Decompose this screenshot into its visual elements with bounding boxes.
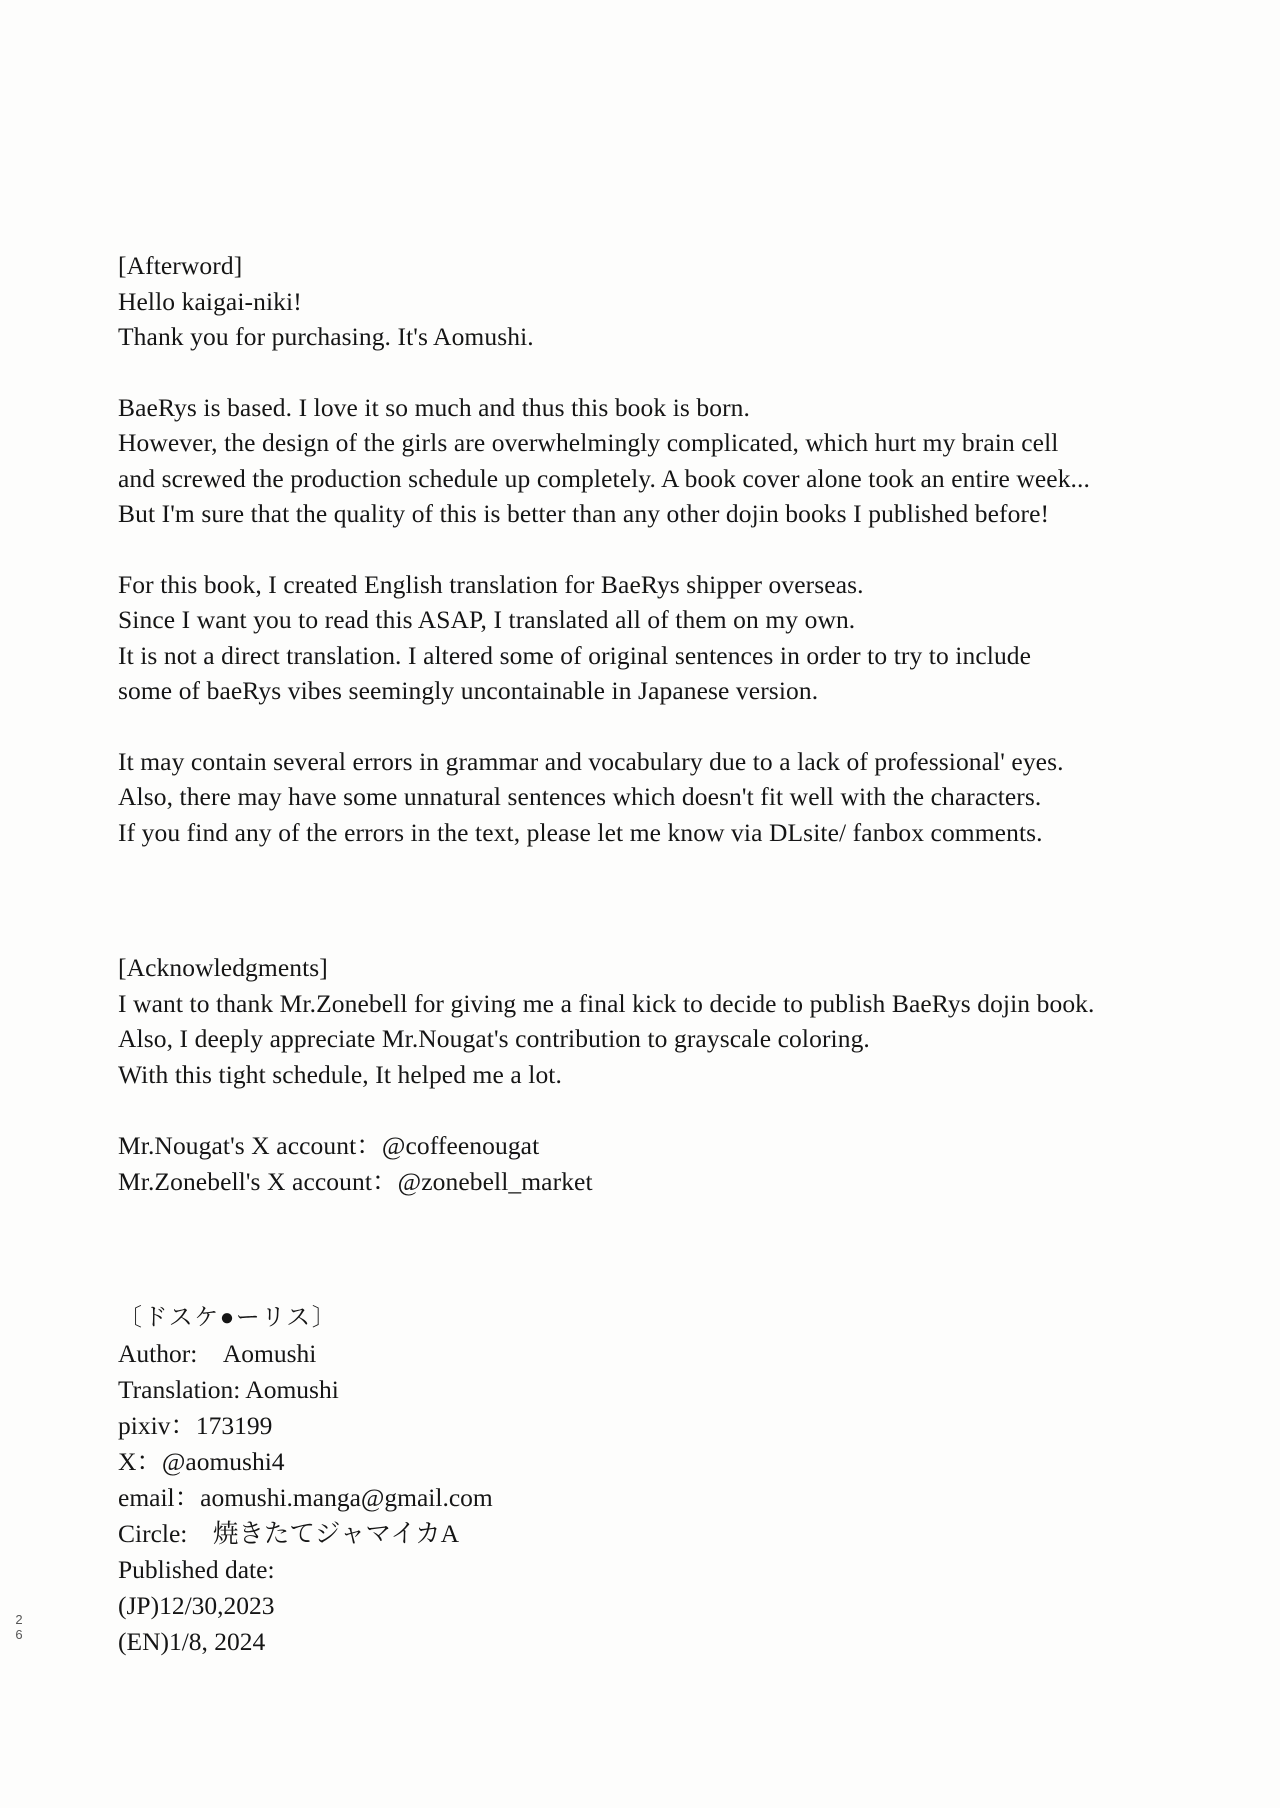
acknowledgments-section bbox=[118, 950, 1178, 1092]
colophon-published-en: (EN)1/8, 2024 bbox=[118, 1627, 266, 1656]
afterword-p1-line-2: However, the design of the girls are overwhelmingly complicated, which hurt my brain cell bbox=[118, 428, 1059, 457]
colophon-pixiv: pixiv：173199 bbox=[118, 1411, 273, 1440]
afterword-paragraph-1 bbox=[118, 390, 1178, 532]
afterword-p2-line-2: Since I want you to read this ASAP, I translated all of them on my own. bbox=[118, 605, 856, 634]
afterword-greeting-line-1: Hello kaigai-niki! bbox=[118, 286, 302, 316]
afterword-p2-line-4: some of baeRys vibes seemingly uncontainable in Japanese version. bbox=[118, 676, 819, 705]
colophon-author: Author: Aomushi bbox=[118, 1339, 317, 1368]
afterword-heading-group bbox=[118, 248, 1178, 355]
colophon-title: 〔ドスケ●ーリス〕 bbox=[118, 1305, 338, 1331]
nougat-x-account: Mr.Nougat's X account：@coffeenougat bbox=[118, 1131, 540, 1160]
afterword-p3-line-2: Also, there may have some unnatural sentences which doesn't fit well with the characters. bbox=[118, 782, 1042, 811]
spacer bbox=[118, 709, 1178, 744]
afterword-p1-line-1: BaeRys is based. I love it so much and thus this book is born. bbox=[118, 392, 751, 422]
spacer bbox=[118, 1092, 1178, 1128]
page-number bbox=[10, 1612, 28, 1642]
afterword-p2-line-3: It is not a direct translation. I altered some of original sentences in order to try to include bbox=[118, 640, 1032, 670]
credited-accounts bbox=[118, 1128, 1178, 1199]
spacer bbox=[118, 850, 1178, 950]
colophon-translation: Translation: Aomushi bbox=[118, 1375, 339, 1404]
zonebell-x-account: Mr.Zonebell's X account：@zonebell_market bbox=[118, 1166, 593, 1196]
acknowledgments-line-1: I want to thank Mr.Zonebell for giving me a final kick to decide to publish BaeRys dojin book. bbox=[118, 988, 1095, 1018]
acknowledgments-heading: [Acknowledgments] bbox=[118, 953, 328, 982]
afterword-paragraph-2 bbox=[118, 567, 1178, 709]
acknowledgments-line-2: Also, I deeply appreciate Mr.Nougat's contribution to grayscale coloring. bbox=[118, 1024, 870, 1053]
spacer bbox=[118, 532, 1178, 567]
colophon-circle: Circle: 焼きたてジャマイカA bbox=[118, 1519, 460, 1548]
page-number-digit-2: 6 bbox=[15, 1627, 23, 1642]
acknowledgments-line-3: With this tight schedule, It helped me a lot. bbox=[118, 1059, 562, 1089]
page-number-digit-1: 2 bbox=[15, 1612, 23, 1627]
afterword-greeting-line-2: Thank you for purchasing. It's Aomushi. bbox=[118, 322, 534, 351]
afterword-p1-line-4: But I'm sure that the quality of this is better than any other dojin books I published before! bbox=[118, 499, 1050, 528]
colophon-published-label: Published date: bbox=[118, 1555, 275, 1584]
afterword-p3-line-1: It may contain several errors in grammar and vocabulary due to a lack of professional' eyes. bbox=[118, 746, 1064, 776]
colophon-published-jp: (JP)12/30,2023 bbox=[118, 1591, 275, 1620]
afterword-section bbox=[118, 248, 1178, 1199]
afterword-heading: [Afterword] bbox=[118, 251, 243, 280]
afterword-p3-line-3: If you find any of the errors in the text, please let me know via DLsite/ fanbox comments. bbox=[118, 817, 1043, 847]
afterword-p1-line-3: and screwed the production schedule up completely. A book cover alone took an entire week... bbox=[118, 463, 1090, 493]
spacer bbox=[118, 355, 1178, 390]
colophon-email: email：aomushi.manga@gmail.com bbox=[118, 1483, 493, 1512]
colophon-x-account: X：@aomushi4 bbox=[118, 1447, 285, 1476]
colophon-section bbox=[118, 1300, 1018, 1660]
afterword-paragraph-3 bbox=[118, 744, 1178, 851]
afterword-p2-line-1: For this book, I created English translation for BaeRys shipper overseas. bbox=[118, 569, 864, 599]
